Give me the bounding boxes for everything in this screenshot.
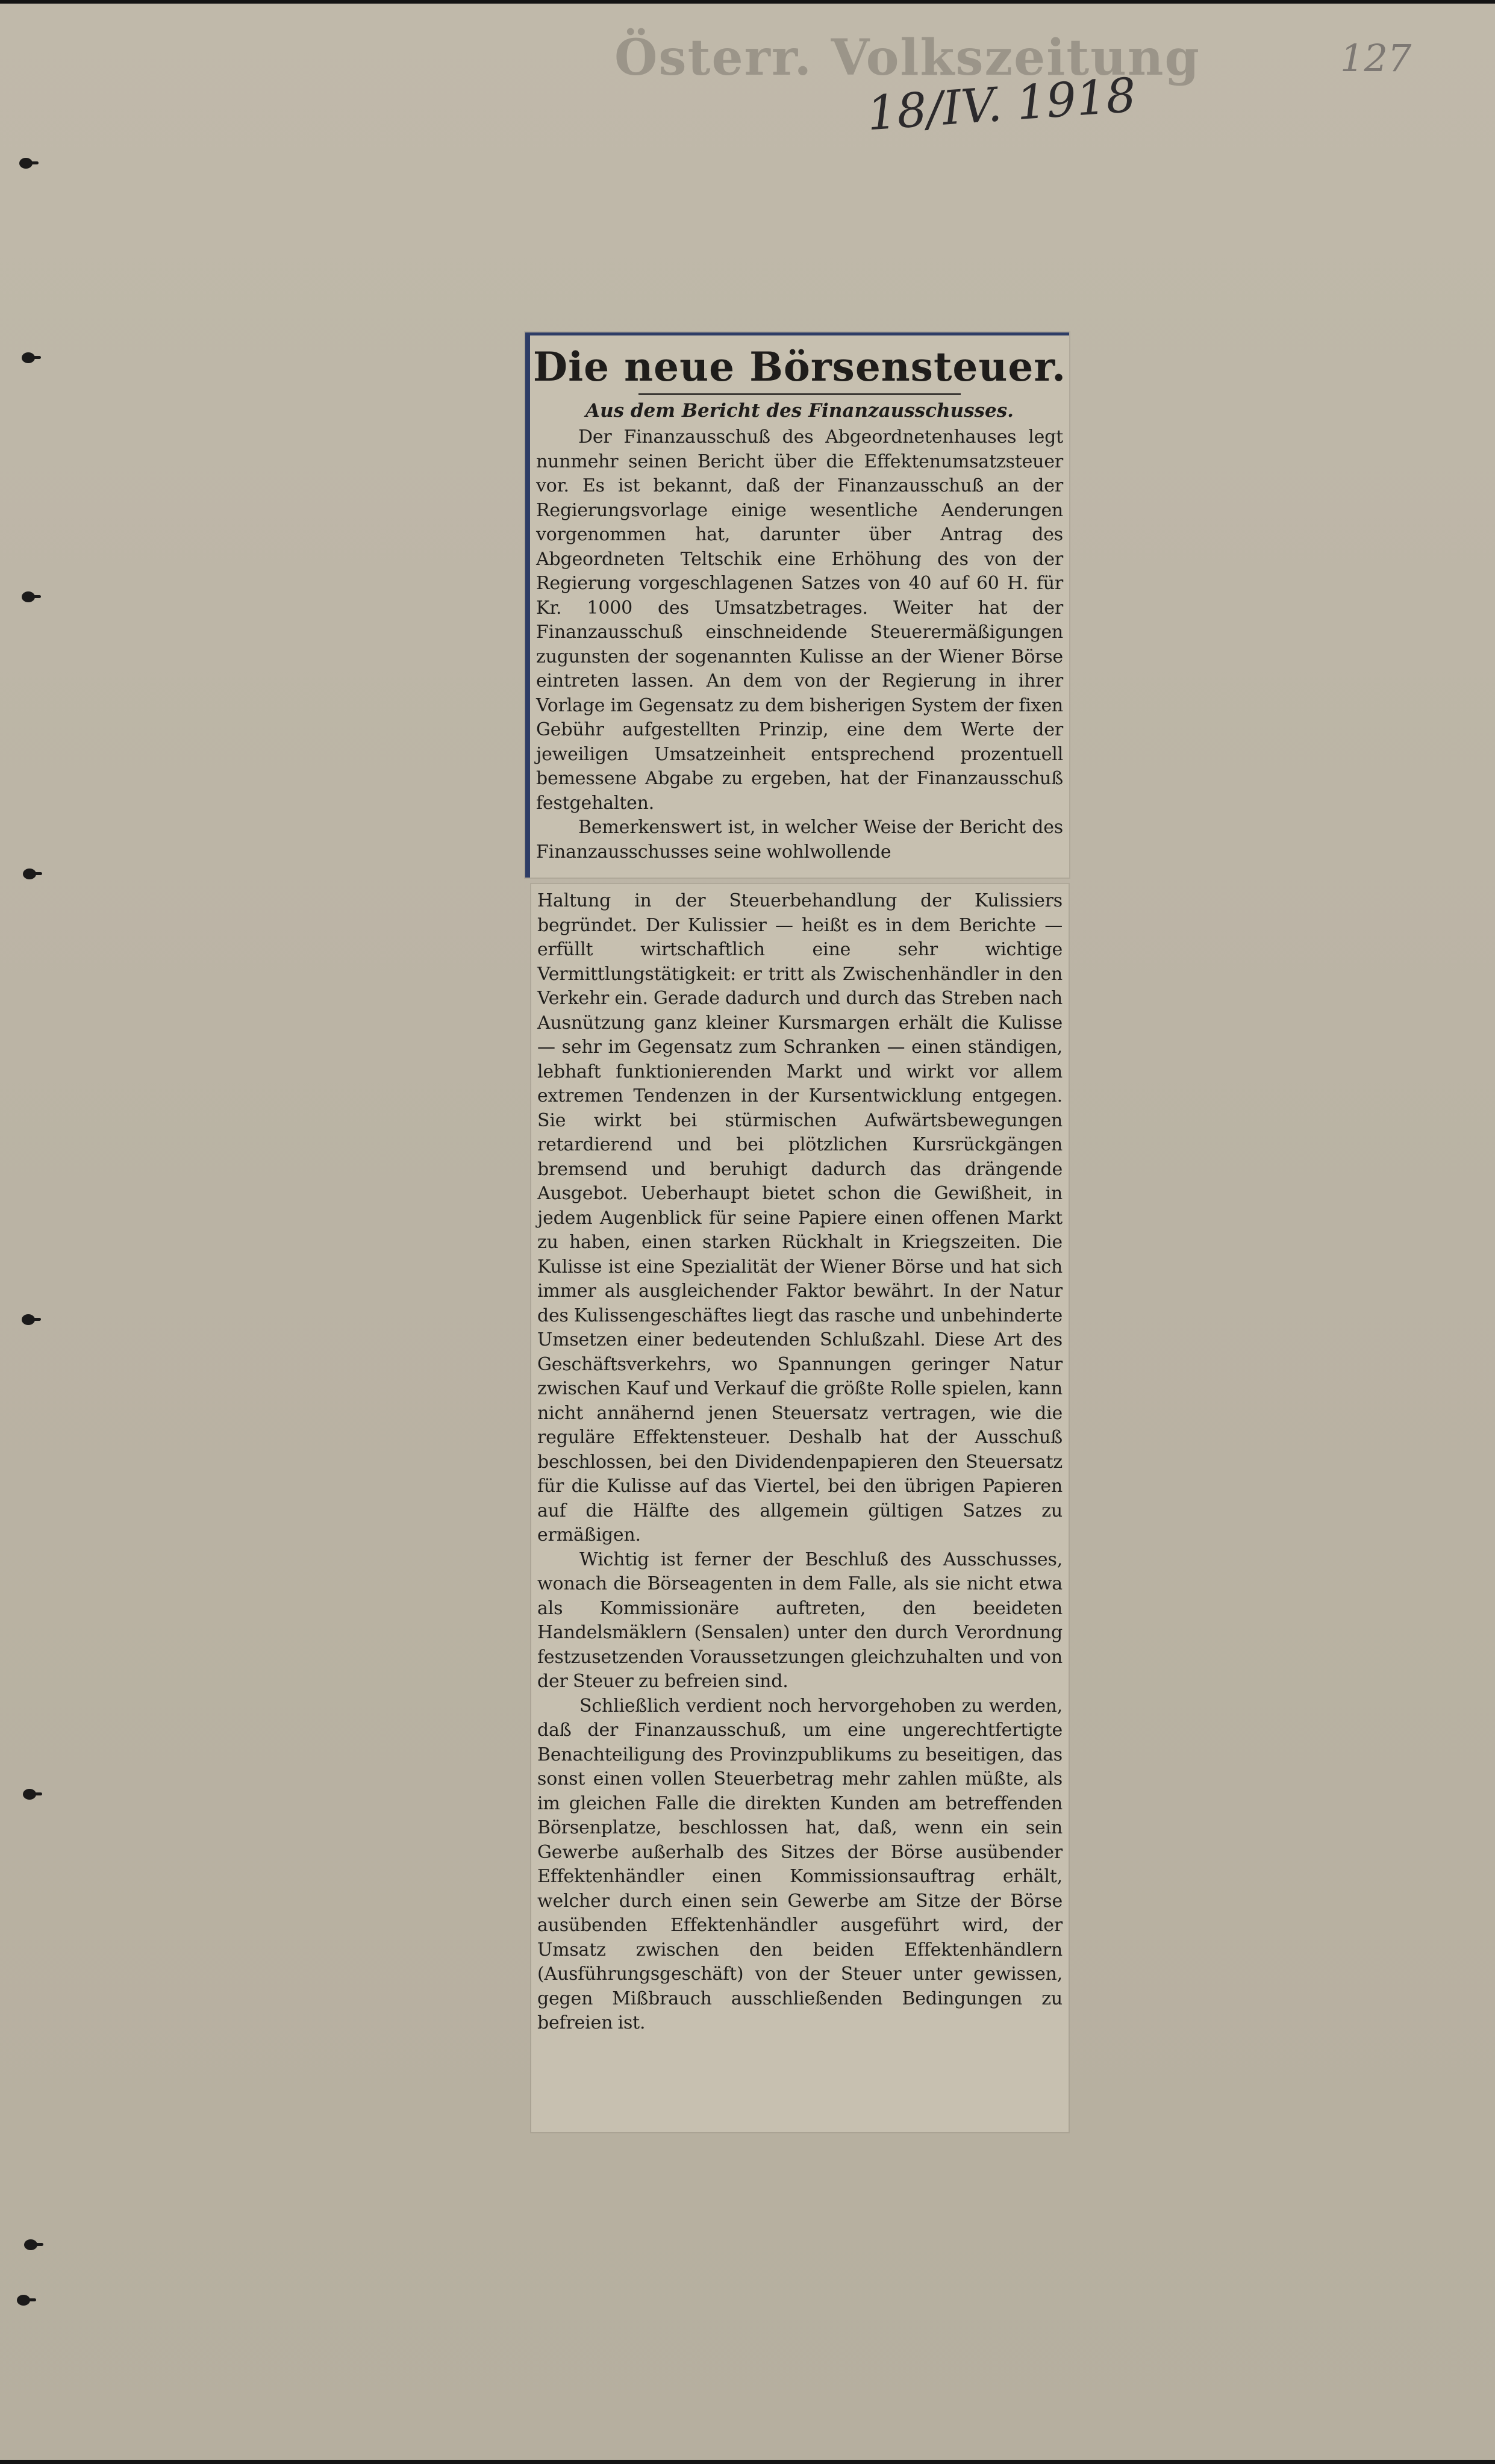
- binding-hole: [24, 2239, 37, 2250]
- binding-hole: [22, 1314, 35, 1325]
- paragraph: Schließlich verdient noch hervorgehoben zu werden, daß der Finanzausschuß, um eine ungerechtfertigte Benachteiligung des Provinzpublikums zu beseitigen, das sonst einen vollen Steuerbetrag mehr zahlen müßte, als im gleichen Falle die direkten Kunden am betreffenden Börsenplatze, beschlossen hat, daß, wenn ein sein Gewerbe außerhalb des Sitzes der Börse ausübender Effektenhändler einen Kommissionsauftrag erhält, welcher durch einen sein Gewerbe am Sitze der Börse ausübenden Effektenhändler ausgeführt wird, der Umsatz zwischen den beiden Effektenhändlern (Ausführungsgeschäft) von der Steuer unter gewissen, gegen Mißbrauch ausschließenden Bedingungen zu befreien ist.: [537, 1695, 1063, 2033]
- binding-hole: [23, 869, 36, 879]
- archive-stamp: Österr. Volkszeitung: [614, 29, 1200, 87]
- binding-hole: [22, 352, 35, 363]
- handwritten-date: 18/IV. 1918: [865, 68, 1138, 142]
- article-column-1: [530, 425, 1069, 864]
- handwritten-page-number: 127: [1340, 36, 1412, 80]
- paragraph: Der Finanzausschuß des Abgeordnetenhauses legt nunmehr seinen Bericht über die Effektenumsatzsteuer vor. Es ist bekannt, daß der Finanzausschuß an der Regierungsvorlage einige wesentliche Aenderungen vorgenommen hat, darunter über Antrag des Abgeordneten Teltschik eine Erhöhung des von der Regierung vorgeschlagenen Satzes von 40 auf 60 H. für Kr. 1000 des Umsatzbetrages. Weiter hat der Finanzausschuß einschneidende Steuerermäßigungen zugunsten der sogenannten Kulisse an der Wiener Börse eintreten lassen. An dem von der Regierung in ihrer Vorlage im Gegensatz zu dem bisherigen System der fixen Gebühr aufgestellten Prinzip, eine dem Werte der jeweiligen Umsatzeinheit entsprechend prozentuell bemessene Abgabe zu ergeben, hat der Finanzausschuß festgehalten.: [536, 426, 1063, 814]
- binding-hole: [19, 158, 33, 169]
- article-column-2: [531, 884, 1069, 2036]
- article-headline: Die neue Börsensteuer.: [532, 343, 1067, 390]
- sheet-bottom-edge: [0, 2460, 1495, 2464]
- sheet-top-edge: [0, 0, 1495, 4]
- clipping-lower: [531, 884, 1069, 2132]
- paragraph: Wichtig ist ferner der Beschluß des Ausschusses, wonach die Börseagenten in dem Falle, als sie nicht etwa als Kommissionäre auftreten, den beeideten Handelsmäklern (Sensalen) unter den durch Verordnung festzusetzenden Voraussetzungen gleichzuhalten und von der Steuer zu befreien sind.: [537, 1549, 1063, 1692]
- paragraph: Haltung in der Steuerbehandlung der Kulissiers begründet. Der Kulissier — heißt es in dem Berichte — erfüllt wirtschaftlich eine sehr wichtige Vermittlungstätigkeit: er tritt als Zwischenhändler in den Verkehr ein. Gerade dadurch und durch das Streben nach Ausnützung ganz kleiner Kursmargen erhält die Kulisse — sehr im Gegensatz zum Schranken — einen ständigen, lebhaft funktionierenden Markt und wirkt vor allem extremen Tendenzen in der Kursentwicklung entgegen. Sie wirkt bei stürmischen Aufwärtsbewegungen retardierend und bei plötzlichen Kursrückgängen bremsend und beruhigt dadurch das drängende Ausgebot. Ueberhaupt bietet schon die Gewißheit, in jedem Augenblick für seine Papiere einen offenen Markt zu haben, einen starken Rückhalt in Kriegszeiten. Die Kulisse ist eine Spezialität der Wiener Börse und hat sich immer als ausgleichender Faktor bewährt. In der Natur des Kulissengeschäftes liegt das rasche und unbehinderte Umsetzen einer bedeutenden Schlußzahl. Diese Art des Geschäftsverkehrs, wo Spannungen geringer Natur zwischen Kauf und Verkauf die größte Rolle spielen, kann nicht annähernd jenen Steuersatz vertragen, wie die reguläre Effektensteuer. Deshalb hat der Ausschuß beschlossen, bei den Dividendenpapieren den Steuersatz für die Kulisse auf das Viertel, bei den übrigen Papieren auf die Hälfte des allgemein gültigen Satzes zu ermäßigen.: [537, 890, 1063, 1545]
- headline-rule: [638, 393, 961, 395]
- binding-hole: [17, 2295, 30, 2306]
- paragraph: Bemerkenswert ist, in welcher Weise der Bericht des Finanzausschusses seine wohlwollende: [536, 817, 1063, 862]
- article-subheadline: Aus dem Bericht des Finanzausschusses.: [585, 400, 1014, 422]
- binding-hole: [22, 591, 35, 602]
- binding-hole: [23, 1789, 36, 1800]
- clipping-upper: [525, 332, 1069, 878]
